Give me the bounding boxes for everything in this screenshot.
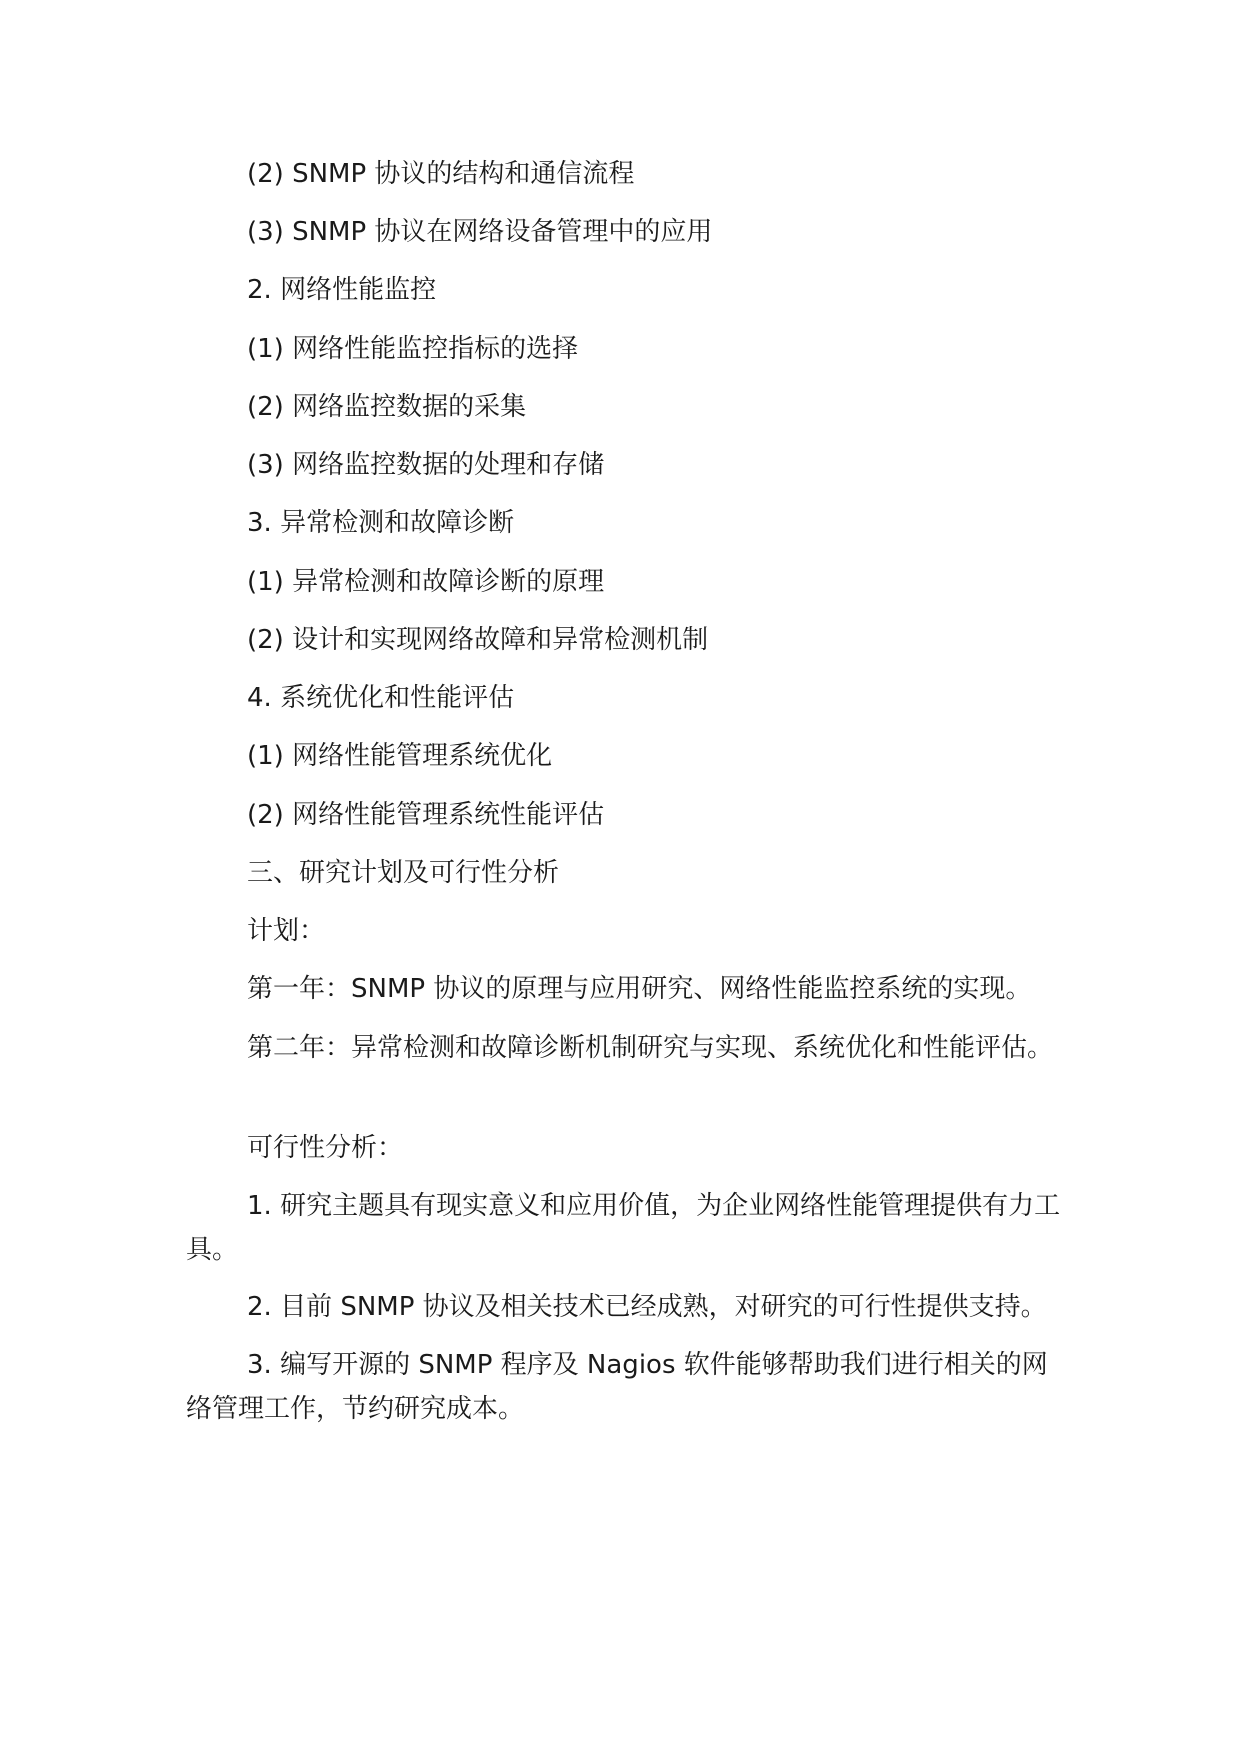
- paragraph-snmp-application: (3) SNMP 协议在网络设备管理中的应用: [247, 217, 713, 247]
- label-plan: 计划：: [247, 916, 326, 946]
- paragraph-feasibility-1: 1. 研究主题具有现实意义和应用价值，为企业网络性能管理提供有力工具。: [186, 1191, 1061, 1265]
- paragraph-monitoring-metrics: (1) 网络性能监控指标的选择: [247, 334, 579, 364]
- label-feasibility: 可行性分析：: [247, 1133, 404, 1163]
- paragraph-performance-evaluation: (2) 网络性能管理系统性能评估: [247, 800, 605, 830]
- heading-network-monitoring: 2. 网络性能监控: [247, 275, 437, 305]
- paragraph-system-optimization: (1) 网络性能管理系统优化: [247, 741, 553, 771]
- paragraph-snmp-structure: (2) SNMP 协议的结构和通信流程: [247, 159, 635, 189]
- heading-anomaly-detection: 3. 异常检测和故障诊断: [247, 508, 515, 538]
- paragraph-feasibility-3: 3. 编写开源的 SNMP 程序及 Nagios 软件能够帮助我们进行相关的网络管理工作，节约研究成本。: [186, 1350, 1048, 1424]
- paragraph-feasibility-2: 2. 目前 SNMP 协议及相关技术已经成熟，对研究的可行性提供支持。: [247, 1292, 1047, 1322]
- paragraph-detection-principle: (1) 异常检测和故障诊断的原理: [247, 567, 605, 597]
- paragraph-data-collection: (2) 网络监控数据的采集: [247, 392, 527, 422]
- heading-system-optimization: 4. 系统优化和性能评估: [247, 683, 515, 713]
- heading-research-plan: 三、研究计划及可行性分析: [247, 858, 560, 888]
- paragraph-year-one: 第一年：SNMP 协议的原理与应用研究、网络性能监控系统的实现。: [247, 974, 1032, 1004]
- paragraph-year-two: 第二年：异常检测和故障诊断机制研究与实现、系统优化和性能评估。: [247, 1033, 1054, 1063]
- paragraph-detection-mechanism: (2) 设计和实现网络故障和异常检测机制: [247, 625, 709, 655]
- paragraph-data-processing: (3) 网络监控数据的处理和存储: [247, 450, 605, 480]
